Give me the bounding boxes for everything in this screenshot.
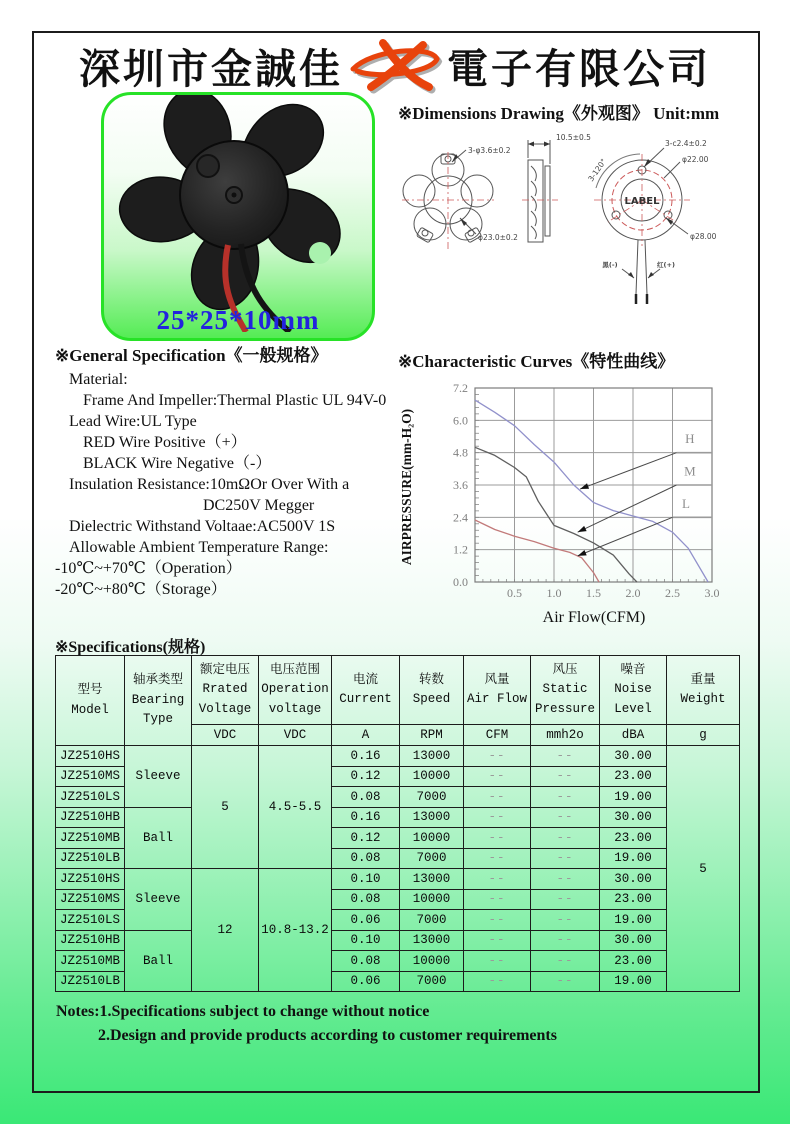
unit-dba: dBA [600, 725, 667, 746]
unit-a: A [332, 725, 400, 746]
fan-size-label: 25*25*10mm [156, 305, 320, 335]
unit-mmh2o: mmh2o [531, 725, 600, 746]
company-name-left: 深圳市金誠佳 [79, 45, 343, 92]
spec-line: Material: [69, 371, 128, 388]
table-row: JZ2510LS 0.08 7000 -- -- 19.00 [56, 787, 740, 808]
col-header-speed: 转数 Speed [400, 656, 464, 725]
svg-text:4.8: 4.8 [453, 445, 468, 460]
specifications-table [55, 655, 740, 992]
table-row: JZ2510HB Ball 0.10 13000 -- -- 30.00 [56, 930, 740, 951]
svg-text:M: M [684, 463, 696, 479]
svg-text:1.2: 1.2 [453, 542, 468, 557]
table-row: JZ2510MB 0.12 10000 -- -- 23.00 [56, 828, 740, 849]
spec-line: Insulation Resistance:10mΩOr Over With a [69, 476, 350, 493]
weight-group: 5 [667, 746, 740, 992]
rated-voltage-group: 12 [192, 869, 259, 992]
general-specification [55, 345, 400, 600]
svg-text:0.5: 0.5 [507, 586, 522, 600]
spec-line: Allowable Ambient Temperature Range: [69, 539, 329, 556]
bearing-group: Sleeve [125, 746, 192, 808]
spec-line: BLACK Wire Negative（-） [83, 455, 272, 472]
table-row: JZ2510HS Sleeve 12 10.8-13.2 0.10 13000 -- -- 30.00 [56, 869, 740, 890]
back-view [594, 148, 690, 304]
note-line-1: Notes:1.Specifications subject to change without notice [56, 1003, 430, 1020]
svg-text:3.0: 3.0 [704, 586, 720, 600]
wire-red-label: 红(+) [657, 261, 675, 269]
table-row: JZ2510HB Ball 0.16 13000 -- -- 30.00 [56, 807, 740, 828]
mounting-hole [309, 242, 331, 264]
col-header-bearing: 轴承类型 Bearing Type [125, 656, 192, 746]
col-header-weight: 重量 Weight [667, 656, 740, 725]
col-header-model: 型号 Model [56, 656, 125, 746]
dimensions-drawing [400, 126, 758, 312]
spec-line: -20℃~+80℃（Storage） [55, 581, 227, 598]
svg-text:3.6: 3.6 [453, 478, 468, 492]
voltage-range-group: 4.5-5.5 [259, 746, 332, 869]
svg-text:0.0: 0.0 [453, 575, 468, 589]
spec-line: Lead Wire:UL Type [69, 413, 197, 430]
chart-y-axis-label: AIRPRESSURE(mm-H₂O) [399, 408, 414, 566]
svg-text:1.5: 1.5 [586, 586, 601, 600]
dim-angle: 3-120° [586, 157, 609, 184]
col-header-operation-voltage: 电压范围 Operation voltage [259, 656, 332, 725]
dim-chamfer: 3-c2.4±0.2 [665, 139, 707, 148]
col-header-current: 电流 Current [332, 656, 400, 725]
col-header-rated-voltage: 额定电压 Rrated Voltage [192, 656, 259, 725]
side-view [522, 140, 558, 242]
dimensions-title: ※Dimensions Drawing《外观图》 Unit:mm [398, 104, 720, 123]
specifications-title: ※Specifications(规格) [55, 639, 206, 656]
chart-x-axis-label: Air Flow(CFM) [542, 609, 646, 626]
svg-text:2.4: 2.4 [453, 510, 468, 525]
unit-rpm: RPM [400, 725, 464, 746]
label-text: LABEL [624, 196, 660, 207]
col-header-pressure: 风压 Static Pressure [531, 656, 600, 725]
dim-outer: φ23.0±0.2 [478, 233, 518, 242]
notes [56, 1000, 557, 1048]
table-row: JZ2510LB 0.08 7000 -- -- 19.00 [56, 848, 740, 869]
dim-thickness: 10.5±0.5 [556, 133, 591, 142]
col-header-airflow: 风量 Air Flow [464, 656, 531, 725]
voltage-range-group: 10.8-13.2 [259, 869, 332, 992]
col-header-noise: 噪音 Noise Level [600, 656, 667, 725]
rated-voltage-group: 5 [192, 746, 259, 869]
company-header [36, 34, 754, 96]
spec-line: Dielectric Withstand Voltaae:AC500V 1S [69, 518, 336, 535]
table-row: JZ2510MS 0.12 10000 -- -- 23.00 [56, 766, 740, 787]
table-row: JZ2510MS 0.08 10000 -- -- 23.00 [56, 889, 740, 910]
table-row: JZ2510HS Sleeve 5 4.5-5.5 0.16 13000 -- -- 30.00 5 [56, 746, 740, 767]
svg-text:1.0: 1.0 [546, 586, 562, 600]
general-spec-title: ※General Specification《一般规格》 [55, 346, 328, 365]
table-row: JZ2510MB 0.08 10000 -- -- 23.00 [56, 951, 740, 972]
unit-vdc: VDC [192, 725, 259, 746]
dim-outer-back: φ28.00 [690, 232, 717, 241]
company-name-right: 電子有限公司 [447, 45, 711, 92]
wire-black-label: 黑(-) [602, 261, 618, 269]
characteristic-curves-chart [398, 372, 748, 639]
dim-bolt-circle: φ22.00 [682, 155, 709, 164]
unit-vdc: VDC [259, 725, 332, 746]
dim-holes: 3-φ3.6±0.2 [468, 146, 511, 155]
note-line-2: 2.Design and provide products according to customer requirements [98, 1027, 557, 1044]
svg-text:6.0: 6.0 [453, 413, 468, 428]
svg-text:H: H [685, 431, 695, 447]
table-row: JZ2510LB 0.06 7000 -- -- 19.00 [56, 971, 740, 992]
svg-text:L: L [681, 495, 690, 511]
bearing-group: Sleeve [125, 869, 192, 931]
fan-image [104, 95, 372, 332]
spec-line: Frame And Impeller:Thermal Plastic UL 94V-0 [83, 392, 387, 409]
svg-text:2.5: 2.5 [665, 586, 680, 600]
bearing-group: Ball [125, 930, 192, 992]
bearing-group: Ball [125, 807, 192, 869]
spec-line: DC250V Megger [203, 497, 315, 514]
table-header-row [56, 656, 740, 725]
svg-text:7.2: 7.2 [453, 381, 468, 395]
company-logo-icon [347, 36, 443, 94]
unit-g: g [667, 725, 740, 746]
table-row: JZ2510LS 0.06 7000 -- -- 19.00 [56, 910, 740, 931]
curves-title: ※Characteristic Curves《特性曲线》 [398, 352, 675, 371]
svg-text:2.0: 2.0 [625, 586, 641, 600]
product-photo [101, 92, 375, 341]
spec-line: -10℃~+70℃（Operation） [55, 560, 242, 577]
spec-line: RED Wire Positive（+） [83, 434, 247, 451]
unit-cfm: CFM [464, 725, 531, 746]
